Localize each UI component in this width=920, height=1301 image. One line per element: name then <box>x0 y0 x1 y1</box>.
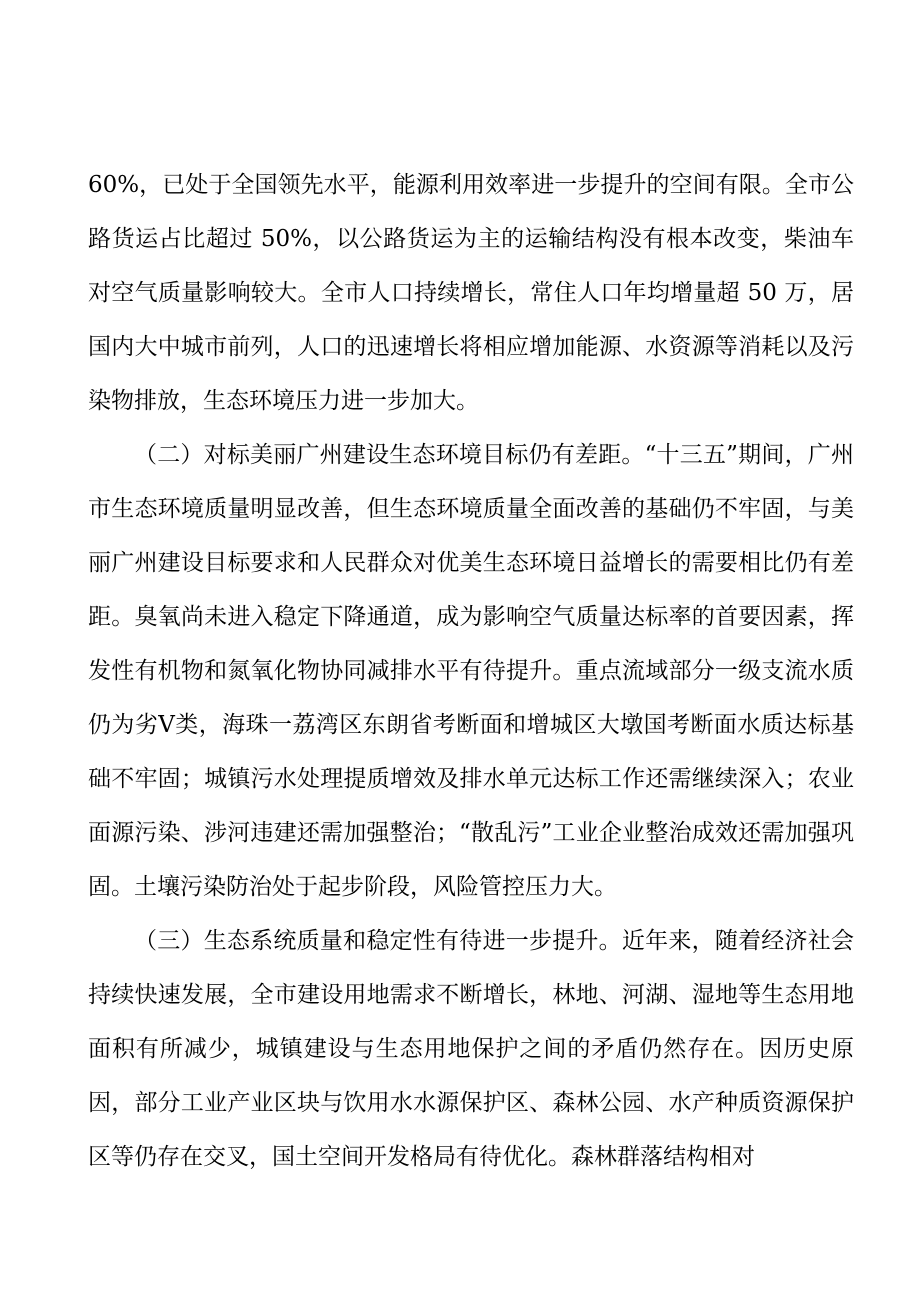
document-body <box>88 158 854 1184</box>
paragraph-1: 60%，已处于全国领先水平，能源利用效率进一步提升的空间有限。全市公路货运占比超过 50%，以公路货运为主的运输结构没有根本改变，柴油车对空气质量影响较大。全市人口持续增长，常住人口年均增量超 50 万，居国内大中城市前列，人口的迅速增长将相应增加能源、水资源等消耗以及污染物排放，生态环境压力进一步加大。 <box>88 172 854 414</box>
paragraph-3: （三）生态系统质量和稳定性有待进一步提升。近年来，随着经济社会持续快速发展，全市建设用地需求不断增长，林地、河湖、湿地等生态用地面积有所减少，城镇建设与生态用地保护之间的矛盾仍然存在。因历史原因，部分工业产业区块与饮用水水源保护区、森林公园、水产种质资源保护区等仍存在交叉，国土空间开发格局有待优化。森林群落结构相对 <box>88 928 854 1170</box>
paragraph-2: （二）对标美丽广州建设生态环境目标仍有差距。“十三五”期间，广州市生态环境质量明显改善，但生态环境质量全面改善的基础仍不牢固，与美丽广州建设目标要求和人民群众对优美生态环境日益增长的需要相比仍有差距。臭氧尚未进入稳定下降通道，成为影响空气质量达标率的首要因素，挥发性有机物和氮氧化物协同减排水平有待提升。重点流域部分一级支流水质仍为劣Ⅴ类，海珠一荔湾区东朗省考断面和增城区大墩国考断面水质达标基础不牢固；城镇污水处理提质增效及排水单元达标工作还需继续深入；农业面源污染、涉河违建还需加强整治；“散乱污”工业企业整治成效还需加强巩固。土壤污染防治处于起步阶段，风险管控压力大。 <box>88 442 854 900</box>
